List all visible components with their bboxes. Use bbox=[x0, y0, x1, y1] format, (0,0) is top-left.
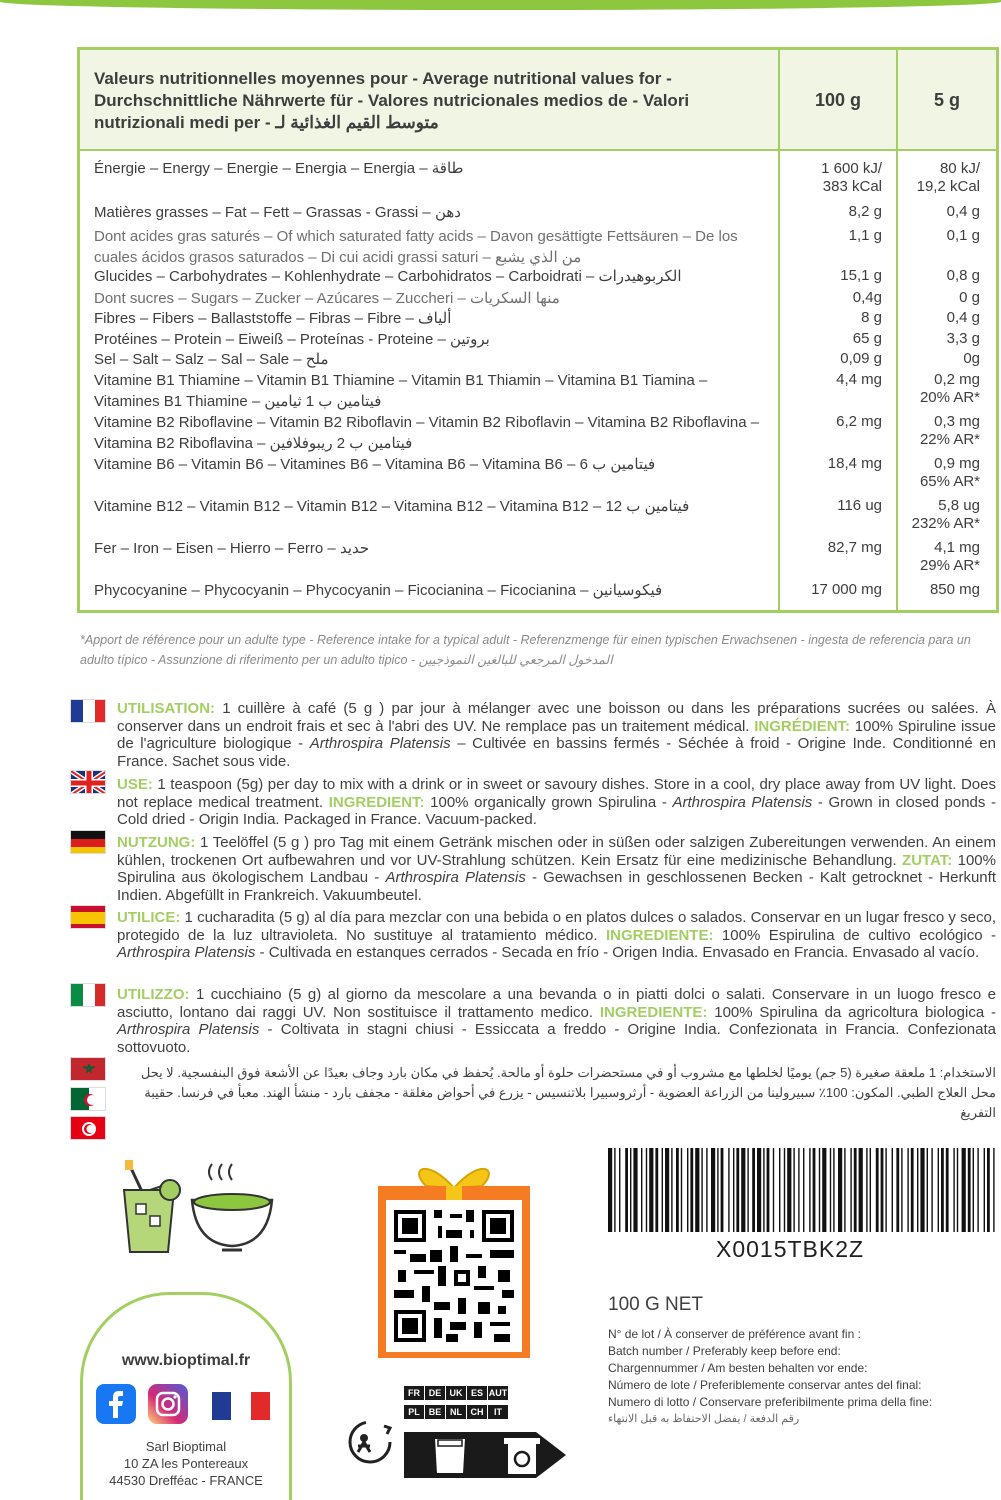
ingredient-it-text: 100% Spirulina da agricoltura biologica - bbox=[707, 1003, 996, 1021]
value-5g: 0,4 g bbox=[946, 309, 980, 326]
barcode-bar bbox=[763, 1148, 764, 1232]
ingredient-de-text: 100% Spirulina aus ökologischem Landbau - bbox=[117, 851, 996, 886]
value-5g: 0 g bbox=[959, 289, 980, 306]
barcode-bar bbox=[767, 1148, 770, 1232]
species-it: Arthrospira Platensis bbox=[117, 1021, 260, 1038]
barcode-bar bbox=[681, 1148, 682, 1232]
flag-tunisia-icon bbox=[70, 1116, 106, 1140]
country-code-badge: UK bbox=[446, 1386, 466, 1400]
barcode-bar bbox=[671, 1148, 672, 1232]
recycling-info-panel bbox=[404, 1414, 566, 1478]
barcode-bar bbox=[646, 1148, 647, 1232]
barcode-bar bbox=[747, 1148, 748, 1232]
barcode-bar bbox=[977, 1148, 978, 1232]
flag-italy-icon bbox=[70, 983, 106, 1007]
flag-algeria-icon bbox=[70, 1087, 106, 1111]
ingredient-fr-text-2: – Cultivée en bassins fermés - Séchée à froid - Origine Inde. Conditionné en France. Sachet sous vide. bbox=[117, 735, 996, 770]
usage-es bbox=[117, 909, 996, 962]
ingredient-de-text-2: - Gewachsen in geschlossenen Becken - Kalt getrocknet - Herkunft Indien. Abgefüllt in Frankreich. Vakuumbeutel. bbox=[117, 869, 996, 904]
net-weight: 100 G NET bbox=[608, 1294, 704, 1315]
country-code-badge: IT bbox=[488, 1405, 508, 1419]
country-code-badge: AUT bbox=[488, 1388, 508, 1398]
barcode-bar bbox=[733, 1148, 734, 1232]
barcode-bar bbox=[793, 1148, 794, 1232]
value-5g: 850 mg bbox=[929, 581, 980, 598]
usage-en-text: 1 teaspoon (5g) per day to mix with a drink or in sweet or savoury dishes. Store in a cool, dry place away from UV light. Does not replace medical treatment. bbox=[117, 776, 996, 811]
barcode-bar bbox=[927, 1148, 928, 1232]
value-5g: 3,3 g bbox=[946, 330, 980, 347]
nutrient-label: Matières grasses – Fat – Fett – Grassas - Grassi – دهن bbox=[94, 204, 461, 221]
value-5g: 0,1 g bbox=[946, 227, 980, 244]
barcode-bar bbox=[695, 1148, 699, 1232]
species-es: Arthrospira Platensis bbox=[117, 944, 256, 961]
value-100g: 65 g bbox=[852, 330, 882, 347]
barcode-bar bbox=[962, 1148, 966, 1232]
value-100g: 82,7 mg bbox=[827, 539, 882, 556]
usage-en bbox=[117, 776, 996, 829]
ingredient-en-keyword: INGREDIENT: bbox=[328, 793, 425, 811]
barcode-bar bbox=[803, 1148, 804, 1232]
nutrient-label: Vitamine B6 – Vitamin B6 – Vitamines B6 – Vitamina B6 – Vitamina B6 – فيتامين ب 6 bbox=[94, 456, 656, 473]
barcode-bar bbox=[859, 1148, 863, 1232]
barcode-bar bbox=[687, 1148, 688, 1232]
barcode-bar bbox=[850, 1148, 851, 1232]
pouch-icon bbox=[434, 1438, 466, 1474]
barcode-number: X0015TBK2Z bbox=[716, 1236, 865, 1262]
barcode-bar bbox=[662, 1148, 663, 1232]
nutrient-label: Phycocyanine – Phycocyanin – Phycocyanin – Ficocianina – Ficocianina – فيكوسيانين bbox=[94, 582, 663, 599]
barcode-bar bbox=[920, 1148, 924, 1232]
value-100g: 8,2 g bbox=[848, 203, 882, 220]
flag-france-icon bbox=[70, 699, 106, 723]
ingredient-es-text-2: - Cultivada en estanques cerrados - Secada en frío - Origen India. Envasado en Francia. Envasado al vacío. bbox=[255, 944, 980, 961]
country-code-badge: NL bbox=[446, 1405, 466, 1419]
column-divider bbox=[896, 50, 898, 610]
nutrient-label: Fer – Iron – Eisen – Hierro – Ferro – حديد bbox=[94, 540, 370, 557]
value-5g: 4,1 mg 29% AR* bbox=[919, 539, 980, 574]
barcode-bar bbox=[941, 1148, 944, 1232]
barcode-bar bbox=[993, 1148, 994, 1232]
species-fr: Arthrospira Platensis bbox=[309, 735, 451, 752]
value-5g: 80 kJ/ 19,2 kCal bbox=[916, 160, 980, 195]
country-code-badge: PL bbox=[404, 1405, 424, 1419]
nutrient-label: Vitamine B12 – Vitamin B12 – Vitamin B12 – Vitamina B12 – Vitamina B12 – فيتامين ب 12 bbox=[94, 498, 690, 515]
qr-code[interactable] bbox=[390, 1206, 518, 1346]
barcode-bar bbox=[728, 1148, 729, 1232]
nutrient-label: Vitamine B1 Thiamine – Vitamin B1 Thiamine – Vitamin B1 Thiamin – Vitamina B1 Tiamina – Vitamines B1 Thiamine – فيتامين ب 1 ثيامين bbox=[94, 372, 708, 410]
barcode-bar bbox=[757, 1148, 761, 1232]
country-code-badge: BE bbox=[425, 1405, 445, 1419]
value-100g: 4,4 mg bbox=[836, 371, 882, 388]
barcode-bar bbox=[619, 1148, 620, 1232]
usage-en-keyword: USE: bbox=[117, 776, 153, 793]
barcode-bar bbox=[866, 1148, 867, 1232]
barcode-bar bbox=[819, 1148, 820, 1232]
species-en: Arthrospira Platensis bbox=[672, 793, 813, 811]
usage-it-text: 1 cucchiaino (5 g) al giorno da mescolare a una bevanda o in piatti dolci o salati. Conservare in un luogo fresco e asciutto, lontano dai raggi UV. Non sostituisce il trattamento medico. bbox=[117, 986, 996, 1021]
barcode-bar bbox=[838, 1148, 842, 1232]
value-100g: 15,1 g bbox=[840, 267, 882, 284]
triman-recycling-icon bbox=[340, 1412, 400, 1472]
value-100g: 8 g bbox=[861, 309, 882, 326]
ingredient-it-keyword: INGREDIENTE: bbox=[599, 1003, 708, 1021]
ingredient-de-keyword: ZUTAT: bbox=[902, 851, 953, 869]
barcode-bar bbox=[968, 1148, 971, 1232]
barcode-bar bbox=[690, 1148, 693, 1232]
barcode-bar bbox=[773, 1148, 774, 1232]
green-drink-icon bbox=[124, 1160, 180, 1252]
barcode-bar bbox=[973, 1148, 974, 1232]
barcode-bar bbox=[655, 1148, 658, 1232]
recycle-bin-icon bbox=[504, 1438, 540, 1474]
flag-germany-icon bbox=[70, 830, 106, 854]
batch-line-ar: رقم الدفعة / يفضل الاحتفاظ به قبل الانتهاء bbox=[608, 1413, 800, 1425]
ingredient-en-text: 100% organically grown Spirulina - bbox=[424, 793, 673, 811]
barcode-bar bbox=[870, 1148, 871, 1232]
barcode-bar bbox=[798, 1148, 799, 1232]
country-code-badge: ES bbox=[467, 1386, 487, 1400]
barcode-bar bbox=[649, 1148, 653, 1232]
barcode-bar bbox=[896, 1148, 899, 1232]
usage-es-text: 1 cucharadita (5 g) al día para mezclar con una bebida o en platos dulces o salados. Conservar en un lugar fresco y seco, protegido de la luz ultravioleta. No sustituye al tratamiento médico. bbox=[117, 909, 996, 944]
barcode-bar bbox=[809, 1148, 810, 1232]
barcode-bar bbox=[779, 1148, 780, 1232]
barcode-bar bbox=[625, 1148, 628, 1232]
ingredient-fr-keyword: INGRÉDIENT: bbox=[754, 717, 851, 735]
barcode-bar bbox=[892, 1148, 893, 1232]
barcode-bar bbox=[854, 1148, 857, 1232]
barcode-bar bbox=[633, 1148, 637, 1232]
batch-line: N° de lot / À conserver de préférence avant fin : bbox=[608, 1327, 861, 1341]
barcode-bar bbox=[736, 1148, 739, 1232]
nutrient-label: Énergie – Energy – Energie – Energia – Energia – طاقة bbox=[94, 160, 464, 177]
column-header-5g: 5 g bbox=[933, 90, 960, 110]
value-100g: 1,1 g bbox=[848, 227, 882, 244]
flag-spain-icon bbox=[70, 905, 106, 929]
barcode-bar bbox=[917, 1148, 918, 1232]
barcode-bar bbox=[813, 1148, 816, 1232]
batch-line: Chargennummer / Am besten behalten vor ende: bbox=[608, 1361, 868, 1375]
value-100g: 0,09 g bbox=[840, 350, 882, 367]
barcode-bar bbox=[901, 1148, 902, 1232]
barcode-bar bbox=[881, 1148, 884, 1232]
ingredient-it-text-2: - Coltivata in stagni chiusi - Essiccata a freddo - Origine India. Confezionata in Francia. Confezionata sottovuoto. bbox=[117, 1021, 996, 1056]
barcode-bar bbox=[987, 1148, 990, 1232]
nutrient-label: Protéines – Protein – Eiweiß – Proteínas - Proteine – بروتين bbox=[94, 331, 490, 348]
flag-morocco-icon bbox=[70, 1057, 106, 1081]
usage-it bbox=[117, 986, 996, 1056]
barcode-bar bbox=[957, 1148, 958, 1232]
column-header-100g: 100 g bbox=[814, 90, 862, 110]
barcode-bar bbox=[911, 1148, 914, 1232]
usage-fr bbox=[117, 700, 996, 770]
barcode-bar bbox=[752, 1148, 755, 1232]
value-5g: 5,8 ug 232% AR* bbox=[911, 497, 980, 532]
address-city: 44530 Drefféac - FRANCE bbox=[109, 1473, 263, 1488]
ingredient-es-text: 100% Espirulina de cultivo ecológico - bbox=[713, 926, 997, 944]
nutrition-table bbox=[77, 47, 999, 613]
nutrient-label: Glucides – Carbohydrates – Kohlenhydrate – Carbohidratos – Carboidrati – الكربوهيدرات bbox=[94, 268, 682, 285]
usage-fr-keyword: UTILISATION: bbox=[117, 700, 216, 717]
nutrient-label: Dont sucres – Sugars – Zucker – Azúcares – Zuccheri – منها السكريات bbox=[94, 290, 560, 307]
value-100g: 17 000 mg bbox=[811, 581, 882, 598]
barcode-bar bbox=[717, 1148, 718, 1232]
barcode-bar bbox=[630, 1148, 631, 1232]
barcode-bar bbox=[984, 1148, 985, 1232]
barcode-bar bbox=[822, 1148, 826, 1232]
barcode-bar bbox=[665, 1148, 669, 1232]
barcode-bar bbox=[608, 1148, 612, 1232]
batch-line: Batch number / Preferably keep before end: bbox=[608, 1344, 841, 1358]
soup-bowl-icon bbox=[192, 1164, 272, 1250]
value-5g: 0,4 g bbox=[946, 203, 980, 220]
barcode bbox=[606, 1148, 998, 1232]
value-5g: 0,2 mg 20% AR* bbox=[919, 371, 980, 406]
company-address bbox=[88, 1438, 284, 1489]
country-code-badge: DE bbox=[425, 1386, 445, 1400]
barcode-bar bbox=[907, 1148, 908, 1232]
value-100g: 1 600 kJ/ 383 kCal bbox=[821, 160, 882, 195]
barcode-bar bbox=[876, 1148, 879, 1232]
usage-fr-text: 1 cuillère à café (5 g ) par jour à mélanger avec une boisson ou dans les préparations sucrées ou salées. À conserver dans un endroit frais et sec à l'abri des UV. Ne remplace pas un traitement médical. bbox=[117, 700, 996, 735]
value-5g: 0,9 mg 65% AR* bbox=[919, 455, 980, 490]
reference-intake-footnote: *Apport de référence pour un adulte type - Reference intake for a typical adult - Referenzmenge für einen typischen Erwachsenen - ingesta de referencia para un adulto típico - Assunzione di riferimento per un adulto tipico - المدخول المرجعي للبالغين النموذجيين bbox=[80, 633, 971, 667]
instagram-icon[interactable] bbox=[148, 1384, 188, 1424]
barcode-bar bbox=[784, 1148, 785, 1232]
address-street: 10 ZA les Pontereaux bbox=[123, 1456, 249, 1471]
barcode-bar bbox=[931, 1148, 932, 1232]
country-code-badge: CH bbox=[467, 1405, 487, 1419]
value-100g: 0,4g bbox=[852, 289, 882, 306]
top-green-strip bbox=[0, 0, 1001, 10]
barcode-bar bbox=[711, 1148, 715, 1232]
barcode-bar bbox=[844, 1148, 845, 1232]
flag-uk-icon bbox=[70, 770, 106, 794]
nutrient-label: Dont acides gras saturés – Of which saturated fatty acids – Davon gesättigte Fettsäuren – De los cuales ácidos grasos saturados – Di cui acidi grassi saturi – من الذي يشبع bbox=[94, 228, 738, 266]
barcode-bar bbox=[614, 1148, 615, 1232]
nutrient-label: Vitamine B2 Riboflavine – Vitamin B2 Riboflavin – Vitamin B2 Riboflavin – Vitamina B2 Riboflavina – Vitamina B2 Riboflavina – فيتامين ب 2 ريبوفلافين bbox=[94, 414, 760, 452]
batch-line: Numero di lotto / Conservare preferibilmente prima della fine: bbox=[608, 1395, 933, 1409]
ingredient-es-keyword: INGREDIENTE: bbox=[605, 926, 714, 944]
value-100g: 18,4 mg bbox=[827, 455, 882, 472]
french-flag-icon bbox=[212, 1392, 270, 1420]
barcode-bar bbox=[701, 1148, 702, 1232]
batch-info bbox=[608, 1326, 998, 1428]
usage-de-keyword: NUTZUNG: bbox=[117, 834, 196, 851]
barcode-bar bbox=[830, 1148, 831, 1232]
barcode-bar bbox=[641, 1148, 642, 1232]
nutrient-label: Sel – Salt – Salz – Sal – Sale – ملح bbox=[94, 351, 329, 368]
nutrition-table-title: Valeurs nutritionnelles moyennes pour - Average nutritional values for - Durchschnittliche Nährwerte für - Valores nutricionales medios de - Valori nutrizionali medi per - متوسط القيم الغذائية لـ bbox=[94, 69, 690, 132]
value-5g: 0g bbox=[963, 350, 980, 367]
usage-it-keyword: UTILIZZO: bbox=[117, 986, 190, 1003]
address-company: Sarl Bioptimal bbox=[145, 1439, 227, 1454]
barcode-bar bbox=[938, 1148, 939, 1232]
barcode-bar bbox=[833, 1148, 834, 1232]
usage-de bbox=[117, 834, 996, 904]
barcode-bar bbox=[953, 1148, 954, 1232]
value-100g: 6,2 mg bbox=[836, 413, 882, 430]
barcode-bar bbox=[741, 1148, 745, 1232]
value-100g: 116 ug bbox=[837, 497, 882, 514]
nutrition-table-header bbox=[80, 50, 996, 151]
facebook-icon[interactable] bbox=[96, 1384, 136, 1424]
barcode-bar bbox=[946, 1148, 949, 1232]
value-5g: 0,3 mg 22% AR* bbox=[919, 413, 980, 448]
value-5g: 0,8 g bbox=[946, 267, 980, 284]
country-code-badge: FR bbox=[404, 1386, 424, 1400]
drink-and-soup-illustration bbox=[112, 1160, 282, 1256]
barcode-bar bbox=[676, 1148, 679, 1232]
ingredient-en-text-2: - Grown in closed ponds - Cold dried - Origin India. Packaged in France. Vacuum-packed. bbox=[117, 793, 996, 828]
usage-ar: الاستخدام: 1 ملعقة صغيرة (5 جم) يوميًا لخلطها مع مشروب أو في مستحضرات حلوة أو مالحة. يُحفظ في مكان بارد وجاف بعيدًا عن الأشعة فوق البنفسجية. لا يحل محل العلاج الطبي. المكون: 100٪ سبيرولينا من الزراعة العضوية - أرثروسبيرا بلاتنسيس - يزرع في أحواض مغلقة - مجفف بارد - منشأ الهند. معبأ في فرنسا. حقيبة التفريغ bbox=[140, 1065, 996, 1120]
species-de: Arthrospira Platensis bbox=[385, 869, 526, 886]
usage-de-text: 1 Teelöffel (5 g ) pro Tag mit einem Getränk mischen oder in süßen oder salzigen Zubereitungen verwenden. An einem kühlen, trockenen Ort aufbewahren und vor UV-Strahlung schützen. Kein Ersatz für eine medizinische Behandlung. bbox=[117, 834, 996, 869]
barcode-bar bbox=[787, 1148, 791, 1232]
ingredient-fr-text: 100% Spiruline issue de l'agriculture biologique - bbox=[117, 717, 996, 752]
batch-line: Número de lote / Preferiblemente conservar antes del final: bbox=[608, 1378, 922, 1392]
usage-es-keyword: UTILICE: bbox=[117, 909, 181, 926]
website-link[interactable]: www.bioptimal.fr bbox=[121, 1352, 251, 1369]
barcode-bar bbox=[706, 1148, 707, 1232]
barcode-bar bbox=[885, 1148, 886, 1232]
barcode-bar bbox=[721, 1148, 724, 1232]
nutrient-label: Fibres – Fibers – Ballaststoffe – Fibras – Fibre – ألياف bbox=[94, 310, 452, 327]
